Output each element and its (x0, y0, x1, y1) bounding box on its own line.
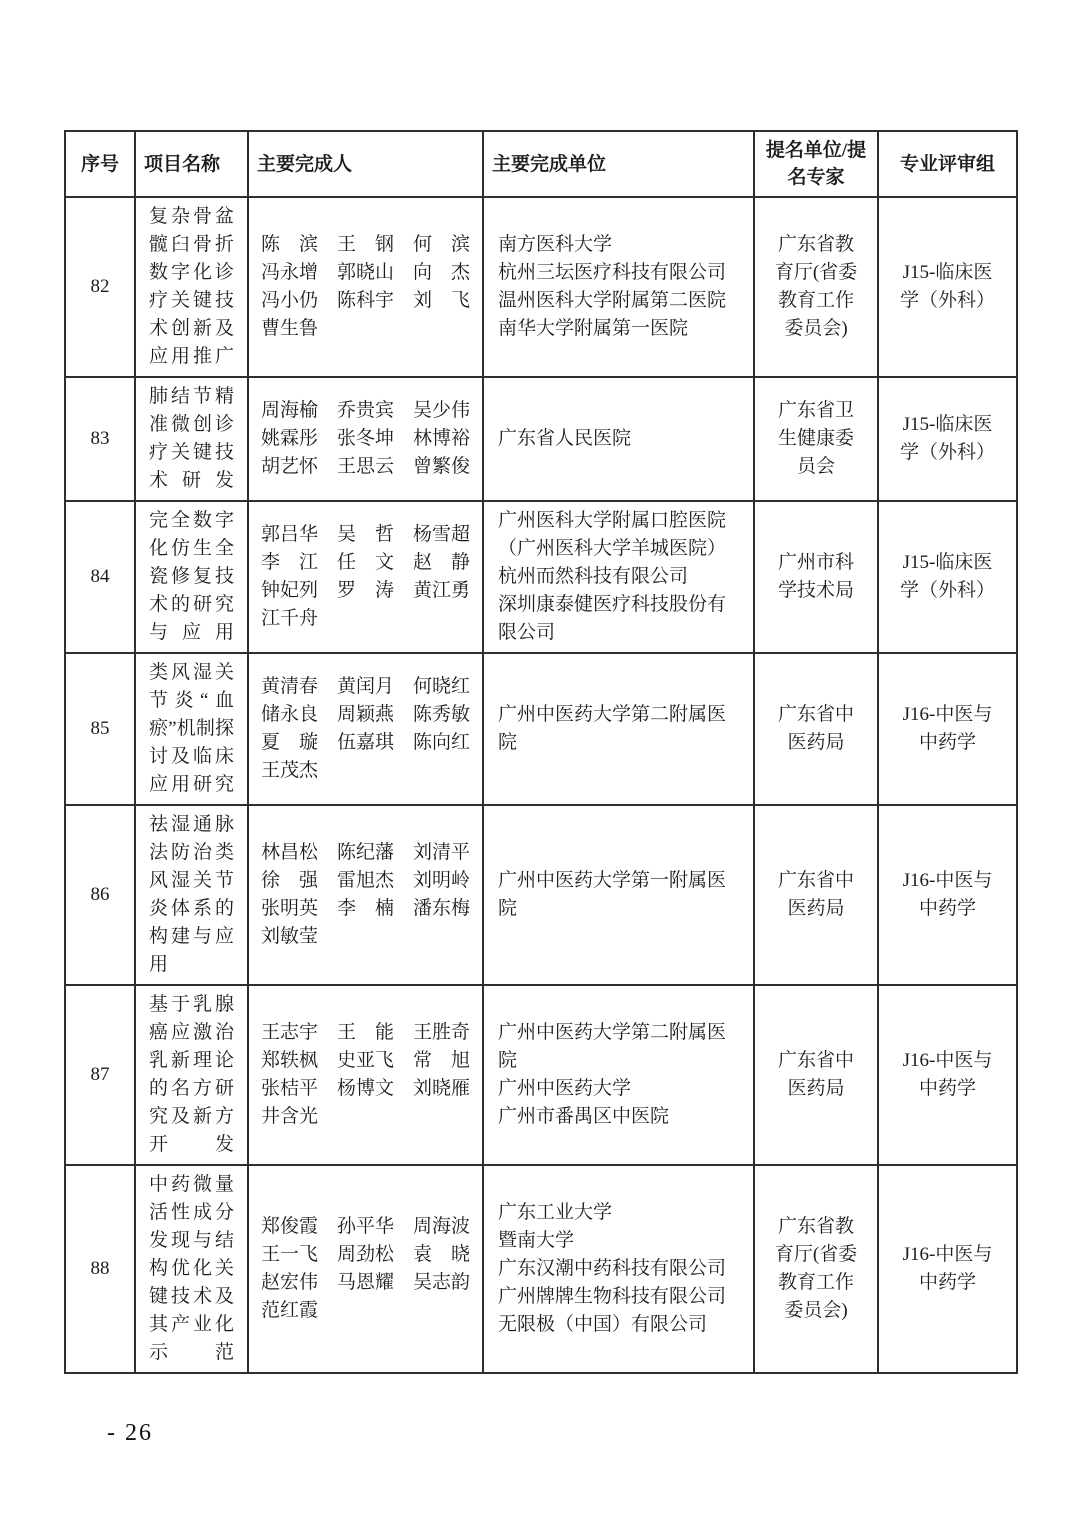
project-name-cell: 基于乳腺癌应激治乳新理论的名方研究及新方开发 (135, 985, 248, 1165)
main-units-cell (483, 985, 754, 1165)
person-name: 常旭 (413, 1050, 470, 1071)
person-names-line (261, 1241, 470, 1269)
header-main-units: 主要完成单位 (483, 131, 754, 197)
person-name: 马恩耀 (337, 1272, 395, 1293)
award-projects-table (64, 130, 1018, 1374)
person-name: 张桔平 (261, 1078, 319, 1099)
unit-line: 广州中医药大学第二附属医院 (498, 704, 727, 753)
person-name: 胡艺怀 (261, 456, 319, 477)
person-names-line (261, 1103, 470, 1131)
row-index-cell: 86 (65, 805, 135, 985)
unit-line: 广州中医药大学第一附属医院 (498, 870, 727, 919)
table-row (65, 985, 1017, 1165)
nominating-unit-cell: 广东省中医药局 (754, 985, 878, 1165)
main-units-cell (483, 377, 754, 501)
person-names-line (261, 315, 470, 343)
header-row (65, 131, 1017, 197)
person-name: 周劲松 (337, 1244, 395, 1265)
unit-line: 无限极（中国）有限公司 (498, 1314, 708, 1335)
table-row (65, 197, 1017, 377)
person-name: 王一飞 (261, 1244, 319, 1265)
review-group-cell: J16-中医与中药学 (878, 653, 1017, 805)
person-name: 郭晓山 (337, 262, 395, 283)
table-row (65, 653, 1017, 805)
review-group-cell: J15-临床医学（外科） (878, 501, 1017, 653)
person-name: 刘晓雁 (413, 1078, 471, 1099)
person-name: 陈科宇 (337, 290, 395, 311)
person-name: 张明英 (261, 898, 319, 919)
main-persons-cell (248, 653, 483, 805)
person-names-line (261, 605, 470, 633)
header-nominating-unit: 提名单位/提名专家 (754, 131, 878, 197)
person-name: 陈向红 (413, 732, 471, 753)
person-name: 王思云 (337, 456, 395, 477)
person-name: 郭吕华 (261, 524, 319, 545)
person-name: 江千舟 (261, 608, 319, 629)
person-name: 刘明岭 (413, 870, 471, 891)
nominating-unit-cell: 广州市科学技术局 (754, 501, 878, 653)
person-names-line (261, 729, 470, 757)
nominating-unit-cell: 广东省教育厅(省委教育工作委员会) (754, 197, 878, 377)
person-names-line (261, 549, 470, 577)
person-name: 王胜奇 (413, 1022, 471, 1043)
person-names-line (261, 397, 470, 425)
person-name: 冯小仍 (261, 290, 319, 311)
header-project-name: 项目名称 (135, 131, 248, 197)
review-group-cell: J16-中医与中药学 (878, 805, 1017, 985)
project-name-cell: 肺结节精准微创诊疗关键技术研发 (135, 377, 248, 501)
table-header (65, 131, 1017, 197)
person-name: 向杰 (413, 262, 470, 283)
person-names-line (261, 1047, 470, 1075)
page-number: - 26 (107, 1420, 153, 1446)
row-index-cell: 88 (65, 1165, 135, 1373)
table-row (65, 1165, 1017, 1373)
person-name: 姚霖彤 (261, 428, 319, 449)
person-names-line (261, 287, 470, 315)
person-name: 周海波 (413, 1216, 471, 1237)
person-name: 曹生鲁 (261, 318, 319, 339)
main-units-cell (483, 653, 754, 805)
unit-line: 广州牌牌生物科技有限公司 (498, 1286, 727, 1307)
person-name: 李楠 (337, 898, 394, 919)
person-name: 史亚飞 (337, 1050, 395, 1071)
unit-line: 广州中医药大学第二附属医院 (498, 1022, 727, 1071)
nominating-unit-cell: 广东省教育厅(省委教育工作委员会) (754, 1165, 878, 1373)
main-units-cell (483, 501, 754, 653)
person-name: 黄闰月 (337, 676, 395, 697)
person-name: 黄清春 (261, 676, 319, 697)
person-name: 王能 (337, 1022, 394, 1043)
main-persons-cell (248, 197, 483, 377)
person-name: 郑俊霞 (261, 1216, 319, 1237)
row-index-cell: 85 (65, 653, 135, 805)
person-name: 任文 (337, 552, 394, 573)
main-persons-cell (248, 501, 483, 653)
person-names-line (261, 577, 470, 605)
person-name: 陈秀敏 (413, 704, 471, 725)
project-name-cell: 复杂骨盆髋臼骨折数字化诊疗关键技术创新及应用推广 (135, 197, 248, 377)
unit-line: 广州医科大学附属口腔医院（广州医科大学羊城医院） (498, 510, 727, 559)
person-name: 孙平华 (337, 1216, 395, 1237)
person-names-line (261, 673, 470, 701)
unit-line: 温州医科大学附属第二医院 (498, 290, 727, 311)
header-review-group: 专业评审组 (878, 131, 1017, 197)
review-group-cell: J15-临床医学（外科） (878, 197, 1017, 377)
person-name: 赵宏伟 (261, 1272, 319, 1293)
unit-line: 广东汉潮中药科技有限公司 (498, 1258, 727, 1279)
person-name: 黄江勇 (413, 580, 471, 601)
person-name: 井含光 (261, 1106, 319, 1127)
person-name: 周海榆 (261, 400, 319, 421)
row-index-cell: 84 (65, 501, 135, 653)
person-name: 何晓红 (413, 676, 471, 697)
person-names-line (261, 1269, 470, 1297)
person-name: 刘敏莹 (261, 926, 319, 947)
person-name: 袁晓 (413, 1244, 470, 1265)
person-names-line (261, 839, 470, 867)
person-name: 林昌松 (261, 842, 319, 863)
person-name: 储永良 (261, 704, 319, 725)
person-name: 张冬坤 (337, 428, 395, 449)
table-body (65, 197, 1017, 1373)
main-units-cell (483, 1165, 754, 1373)
person-name: 林博裕 (413, 428, 471, 449)
nominating-unit-cell: 广东省卫生健康委员会 (754, 377, 878, 501)
row-index-cell: 87 (65, 985, 135, 1165)
person-name: 杨雪超 (413, 524, 471, 545)
person-name: 杨博文 (337, 1078, 395, 1099)
main-units-cell (483, 805, 754, 985)
main-units-cell (483, 197, 754, 377)
main-persons-cell (248, 985, 483, 1165)
person-names-line (261, 1297, 470, 1325)
unit-line: 广东省人民医院 (498, 428, 632, 449)
person-names-line (261, 1213, 470, 1241)
person-name: 乔贵宾 (337, 400, 395, 421)
person-names-line (261, 867, 470, 895)
person-name: 郑轶枫 (261, 1050, 319, 1071)
nominating-unit-cell: 广东省中医药局 (754, 653, 878, 805)
unit-line: 暨南大学 (498, 1230, 575, 1251)
project-name-cell: 完全数字化仿生全瓷修复技术的研究与应用 (135, 501, 248, 653)
person-names-line (261, 757, 470, 785)
person-name: 王志宇 (261, 1022, 319, 1043)
person-name: 陈纪藩 (337, 842, 395, 863)
person-names-line (261, 923, 470, 951)
person-name: 夏璇 (261, 732, 318, 753)
table-row (65, 501, 1017, 653)
person-names-line (261, 1075, 470, 1103)
person-name: 罗涛 (337, 580, 394, 601)
project-name-cell: 祛湿通脉法防治类风湿关节炎体系的构建与应用 (135, 805, 248, 985)
person-name: 刘清平 (413, 842, 471, 863)
person-name: 雷旭杰 (337, 870, 395, 891)
person-name: 赵静 (413, 552, 470, 573)
person-names-line (261, 521, 470, 549)
person-name: 李江 (261, 552, 318, 573)
person-name: 陈滨 (261, 234, 318, 255)
person-name: 何滨 (413, 234, 470, 255)
unit-line: 南华大学附属第一医院 (498, 318, 689, 339)
person-name: 王钢 (337, 234, 394, 255)
unit-line: 广州市番禺区中医院 (498, 1106, 670, 1127)
person-name: 冯永增 (261, 262, 319, 283)
review-group-cell: J16-中医与中药学 (878, 1165, 1017, 1373)
person-names-line (261, 425, 470, 453)
main-persons-cell (248, 805, 483, 985)
person-names-line (261, 895, 470, 923)
nominating-unit-cell: 广东省中医药局 (754, 805, 878, 985)
unit-line: 深圳康泰健医疗科技股份有限公司 (498, 594, 727, 643)
project-name-cell: 类风湿关节炎“血瘀”机制探讨及临床应用研究 (135, 653, 248, 805)
person-name: 吴志韵 (413, 1272, 471, 1293)
table-row (65, 805, 1017, 985)
unit-line: 杭州而然科技有限公司 (498, 566, 689, 587)
person-name: 周颖燕 (337, 704, 395, 725)
review-group-cell: J16-中医与中药学 (878, 985, 1017, 1165)
review-group-cell: J15-临床医学（外科） (878, 377, 1017, 501)
person-name: 钟妃列 (261, 580, 319, 601)
row-index-cell: 82 (65, 197, 135, 377)
person-names-line (261, 231, 470, 259)
table-row (65, 377, 1017, 501)
person-name: 范红霞 (261, 1300, 319, 1321)
person-name: 伍嘉琪 (337, 732, 395, 753)
person-name: 吴少伟 (413, 400, 471, 421)
person-name: 曾繁俊 (413, 456, 471, 477)
person-name: 刘飞 (413, 290, 470, 311)
unit-line: 南方医科大学 (498, 234, 613, 255)
person-name: 潘东梅 (413, 898, 471, 919)
person-name: 王茂杰 (261, 760, 319, 781)
unit-line: 广州中医药大学 (498, 1078, 632, 1099)
person-name: 徐强 (261, 870, 318, 891)
person-names-line (261, 701, 470, 729)
unit-line: 杭州三坛医疗科技有限公司 (498, 262, 727, 283)
person-names-line (261, 259, 470, 287)
project-name-cell: 中药微量活性成分发现与结构优化关键技术及其产业化示范 (135, 1165, 248, 1373)
person-names-line (261, 453, 470, 481)
row-index-cell: 83 (65, 377, 135, 501)
header-index: 序号 (65, 131, 135, 197)
unit-line: 广东工业大学 (498, 1202, 613, 1223)
person-name: 吴哲 (337, 524, 394, 545)
header-main-persons: 主要完成人 (248, 131, 483, 197)
main-persons-cell (248, 377, 483, 501)
main-persons-cell (248, 1165, 483, 1373)
person-names-line (261, 1019, 470, 1047)
